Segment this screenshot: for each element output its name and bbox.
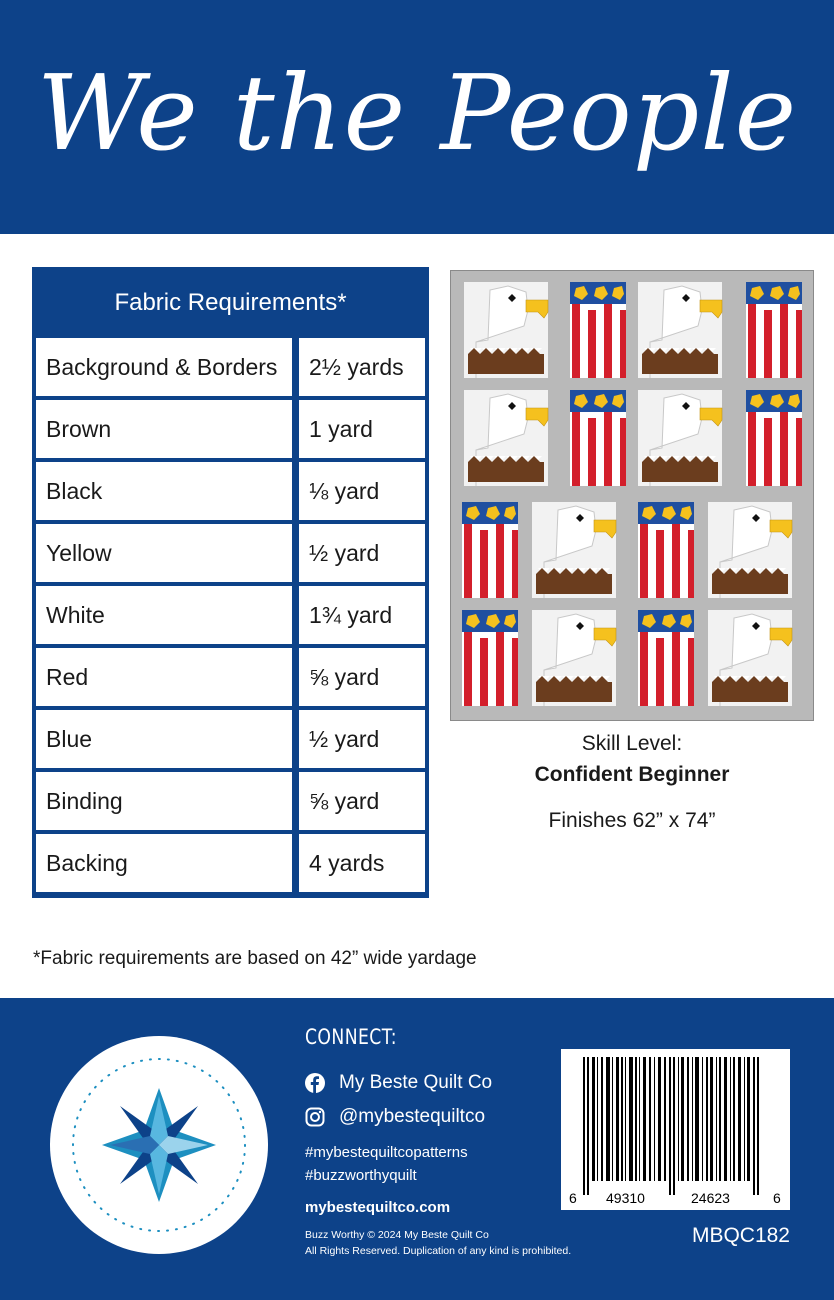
table-row bbox=[36, 710, 425, 768]
fabric-name: Binding bbox=[36, 772, 292, 830]
table-row bbox=[36, 834, 425, 892]
fabric-amount: ½ yard bbox=[299, 524, 425, 582]
fabric-name: Backing bbox=[36, 834, 292, 892]
table-row bbox=[36, 462, 425, 520]
hashtag-quilt: #buzzworthyquilt bbox=[305, 1167, 417, 1184]
fabric-amount: ½ yard bbox=[299, 710, 425, 768]
copyright-text: Buzz Worthy © 2024 My Beste Quilt Co bbox=[305, 1229, 489, 1241]
rights-text: All Rights Reserved. Duplication of any kind is prohibited. bbox=[305, 1245, 572, 1257]
header-banner bbox=[0, 0, 834, 234]
hashtag-patterns: #mybestequiltcopatterns bbox=[305, 1144, 468, 1161]
barcode-digits-right: 24623 bbox=[691, 1190, 730, 1206]
fabric-amount: 2½ yards bbox=[299, 338, 425, 396]
barcode bbox=[561, 1049, 790, 1210]
fabric-name: White bbox=[36, 586, 292, 644]
fabric-name: Red bbox=[36, 648, 292, 706]
facebook-handle: My Beste Quilt Co bbox=[339, 1072, 493, 1093]
fabric-amount: 1 yard bbox=[299, 400, 425, 458]
skill-level-value: Confident Beginner bbox=[534, 763, 730, 786]
skill-level-label: Skill Level: bbox=[581, 732, 683, 755]
fabric-amount: 1¾ yard bbox=[299, 586, 425, 644]
fabric-amount: ⅛ yard bbox=[299, 462, 425, 520]
instagram-handle: @mybestequiltco bbox=[339, 1106, 486, 1127]
table-row bbox=[36, 648, 425, 706]
barcode-digit-last: 6 bbox=[773, 1190, 781, 1206]
instagram-link[interactable] bbox=[305, 1104, 485, 1130]
fabric-requirements-table bbox=[32, 267, 429, 898]
fabric-requirements-heading: Fabric Requirements* bbox=[114, 289, 347, 316]
facebook-icon bbox=[305, 1073, 325, 1093]
product-sku: MBQC182 bbox=[691, 1224, 790, 1247]
fabric-name: Blue bbox=[36, 710, 292, 768]
finished-size: Finishes 62” x 74” bbox=[548, 809, 716, 832]
fabric-footnote: *Fabric requirements are based on 42” wide yardage bbox=[33, 948, 477, 969]
pattern-title: We the People bbox=[36, 52, 798, 174]
table-row bbox=[36, 400, 425, 458]
barcode-bars bbox=[561, 1049, 790, 1210]
brand-logo bbox=[50, 1036, 268, 1254]
fabric-name: Yellow bbox=[36, 524, 292, 582]
fabric-amount: ⅝ yard bbox=[299, 772, 425, 830]
fabric-amount: ⅝ yard bbox=[299, 648, 425, 706]
instagram-icon bbox=[305, 1107, 325, 1127]
table-row bbox=[36, 772, 425, 830]
website-link[interactable]: mybestequiltco.com bbox=[305, 1199, 451, 1216]
facebook-link[interactable] bbox=[305, 1070, 492, 1096]
fabric-name: Background & Borders bbox=[36, 338, 292, 396]
table-row bbox=[36, 586, 425, 644]
connect-heading: CONNECT: bbox=[305, 1025, 397, 1049]
fabric-name: Black bbox=[36, 462, 292, 520]
table-row bbox=[36, 524, 425, 582]
fabric-name: Brown bbox=[36, 400, 292, 458]
barcode-digit-first: 6 bbox=[569, 1190, 577, 1206]
quilt-illustration bbox=[450, 270, 814, 721]
barcode-digits-left: 49310 bbox=[606, 1190, 645, 1206]
fabric-amount: 4 yards bbox=[299, 834, 425, 892]
table-row bbox=[36, 338, 425, 396]
